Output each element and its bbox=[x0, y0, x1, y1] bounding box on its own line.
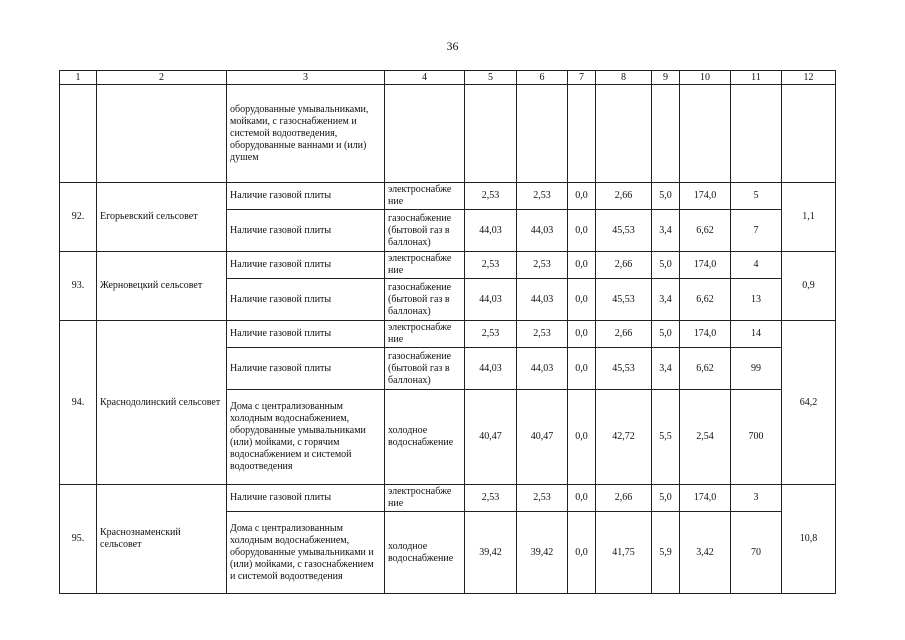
cell-value-v11: 4 bbox=[731, 252, 782, 279]
cell-value-v7: 0,0 bbox=[568, 279, 596, 321]
header-cell: 8 bbox=[596, 71, 652, 85]
cell-value-v11: 5 bbox=[731, 183, 782, 210]
cell-value-v8: 41,75 bbox=[596, 512, 652, 594]
cell-description: Дома с централизованным холодным водоснабжением, оборудованные умывальниками (или) мойками, с горячим водоснабжением и системой водоотведения bbox=[227, 390, 385, 485]
cell-value-v7: 0,0 bbox=[568, 210, 596, 252]
cell-value-v5: 44,03 bbox=[465, 210, 517, 252]
page-number: 36 bbox=[446, 39, 459, 53]
cell-value-v9: 5,5 bbox=[652, 390, 680, 485]
cell-value-v8: 2,66 bbox=[596, 485, 652, 512]
cell-description: Наличие газовой плиты bbox=[227, 279, 385, 321]
row-number: 92. bbox=[60, 183, 97, 252]
cell-value-v8: 45,53 bbox=[596, 279, 652, 321]
cell-value-v6: 2,53 bbox=[517, 485, 568, 512]
empty-cell bbox=[517, 85, 568, 183]
cell-value-v8: 45,53 bbox=[596, 210, 652, 252]
cell-value-v6: 44,03 bbox=[517, 210, 568, 252]
cell-supply: холодное водоснабжение bbox=[385, 390, 465, 485]
cell-supply: электроснабже ние bbox=[385, 183, 465, 210]
empty-cell bbox=[596, 85, 652, 183]
cell-value-v11: 7 bbox=[731, 210, 782, 252]
cell-value-v10: 174,0 bbox=[680, 321, 731, 348]
cell-value-v5: 2,53 bbox=[465, 252, 517, 279]
header-cell: 6 bbox=[517, 71, 568, 85]
empty-cell bbox=[97, 85, 227, 183]
settlement-name: Егорьевский сельсовет bbox=[97, 183, 227, 252]
empty-cell bbox=[680, 85, 731, 183]
cell-description: Наличие газовой плиты bbox=[227, 210, 385, 252]
cell-value-v8: 2,66 bbox=[596, 252, 652, 279]
row-total: 1,1 bbox=[782, 183, 836, 252]
cell-value-v5: 2,53 bbox=[465, 485, 517, 512]
cell-description: Наличие газовой плиты bbox=[227, 252, 385, 279]
cell-value-v11: 3 bbox=[731, 485, 782, 512]
cell-value-v9: 5,0 bbox=[652, 252, 680, 279]
cell-supply: газоснабжение (бытовой газ в баллонах) bbox=[385, 279, 465, 321]
header-cell: 12 bbox=[782, 71, 836, 85]
cell-supply: газоснабжение (бытовой газ в баллонах) bbox=[385, 348, 465, 390]
cell-supply: газоснабжение (бытовой газ в баллонах) bbox=[385, 210, 465, 252]
cell-value-v9: 3,4 bbox=[652, 279, 680, 321]
cell-value-v10: 174,0 bbox=[680, 183, 731, 210]
cell-value-v11: 14 bbox=[731, 321, 782, 348]
empty-cell bbox=[731, 85, 782, 183]
tariff-table bbox=[59, 70, 836, 594]
cell-value-v8: 2,66 bbox=[596, 183, 652, 210]
cell-value-v7: 0,0 bbox=[568, 348, 596, 390]
cell-value-v10: 174,0 bbox=[680, 485, 731, 512]
settlement-name: Краснознаменский сельсовет bbox=[97, 485, 227, 594]
header-cell: 1 bbox=[60, 71, 97, 85]
table-row bbox=[60, 183, 836, 210]
cell-value-v6: 2,53 bbox=[517, 321, 568, 348]
cell-value-v8: 45,53 bbox=[596, 348, 652, 390]
table-row bbox=[60, 252, 836, 279]
cell-supply: электроснабже ние bbox=[385, 252, 465, 279]
row-number: 93. bbox=[60, 252, 97, 321]
cell-value-v11: 99 bbox=[731, 348, 782, 390]
cell-value-v9: 5,9 bbox=[652, 512, 680, 594]
empty-cell bbox=[60, 85, 97, 183]
cell-value-v11: 13 bbox=[731, 279, 782, 321]
cell-value-v10: 174,0 bbox=[680, 252, 731, 279]
cell-supply: электроснабже ние bbox=[385, 485, 465, 512]
cell-value-v6: 2,53 bbox=[517, 183, 568, 210]
cell-description: Наличие газовой плиты bbox=[227, 321, 385, 348]
cell-value-v9: 5,0 bbox=[652, 485, 680, 512]
cell-value-v5: 40,47 bbox=[465, 390, 517, 485]
cell-value-v7: 0,0 bbox=[568, 390, 596, 485]
cell-value-v10: 3,42 bbox=[680, 512, 731, 594]
cell-value-v8: 2,66 bbox=[596, 321, 652, 348]
cell-supply: электроснабже ние bbox=[385, 321, 465, 348]
cell-value-v5: 39,42 bbox=[465, 512, 517, 594]
header-cell: 2 bbox=[97, 71, 227, 85]
row-total: 0,9 bbox=[782, 252, 836, 321]
header-cell: 9 bbox=[652, 71, 680, 85]
cell-value-v5: 2,53 bbox=[465, 321, 517, 348]
cell-value-v6: 44,03 bbox=[517, 279, 568, 321]
continuation-text: оборудованные умывальниками, мойками, с газоснабжением и системой водоотведения, оборудованные ваннами и (или) душем bbox=[227, 85, 385, 183]
cell-description: Дома с централизованным холодным водоснабжением, оборудованные умывальниками и (или) мойками, с газоснабжением и системой водоотведения bbox=[227, 512, 385, 594]
cell-value-v6: 40,47 bbox=[517, 390, 568, 485]
cell-value-v5: 44,03 bbox=[465, 348, 517, 390]
row-number: 94. bbox=[60, 321, 97, 485]
empty-cell bbox=[568, 85, 596, 183]
cell-value-v6: 39,42 bbox=[517, 512, 568, 594]
table-row bbox=[60, 485, 836, 512]
cell-value-v10: 6,62 bbox=[680, 279, 731, 321]
settlement-name: Жерновецкий сельсовет bbox=[97, 252, 227, 321]
cell-value-v9: 3,4 bbox=[652, 348, 680, 390]
empty-cell bbox=[782, 85, 836, 183]
cell-description: Наличие газовой плиты bbox=[227, 348, 385, 390]
empty-cell bbox=[465, 85, 517, 183]
continuation-row bbox=[60, 85, 836, 183]
cell-value-v9: 5,0 bbox=[652, 321, 680, 348]
cell-value-v11: 700 bbox=[731, 390, 782, 485]
header-cell: 5 bbox=[465, 71, 517, 85]
cell-value-v10: 6,62 bbox=[680, 348, 731, 390]
cell-value-v11: 70 bbox=[731, 512, 782, 594]
cell-value-v9: 3,4 bbox=[652, 210, 680, 252]
cell-value-v6: 2,53 bbox=[517, 252, 568, 279]
cell-value-v10: 6,62 bbox=[680, 210, 731, 252]
empty-cell bbox=[652, 85, 680, 183]
header-cell: 7 bbox=[568, 71, 596, 85]
header-cell: 11 bbox=[731, 71, 782, 85]
header-row bbox=[60, 71, 836, 85]
empty-cell bbox=[385, 85, 465, 183]
table-row bbox=[60, 321, 836, 348]
row-total: 64,2 bbox=[782, 321, 836, 485]
cell-description: Наличие газовой плиты bbox=[227, 183, 385, 210]
cell-value-v7: 0,0 bbox=[568, 252, 596, 279]
cell-value-v8: 42,72 bbox=[596, 390, 652, 485]
cell-value-v7: 0,0 bbox=[568, 321, 596, 348]
header-cell: 4 bbox=[385, 71, 465, 85]
cell-value-v9: 5,0 bbox=[652, 183, 680, 210]
cell-description: Наличие газовой плиты bbox=[227, 485, 385, 512]
cell-supply: холодное водоснабжение bbox=[385, 512, 465, 594]
settlement-name: Краснодолинский сельсовет bbox=[97, 321, 227, 485]
cell-value-v7: 0,0 bbox=[568, 512, 596, 594]
cell-value-v10: 2,54 bbox=[680, 390, 731, 485]
header-cell: 10 bbox=[680, 71, 731, 85]
row-number: 95. bbox=[60, 485, 97, 594]
cell-value-v5: 44,03 bbox=[465, 279, 517, 321]
table-body bbox=[60, 71, 836, 594]
header-cell: 3 bbox=[227, 71, 385, 85]
cell-value-v5: 2,53 bbox=[465, 183, 517, 210]
row-total: 10,8 bbox=[782, 485, 836, 594]
cell-value-v7: 0,0 bbox=[568, 485, 596, 512]
cell-value-v6: 44,03 bbox=[517, 348, 568, 390]
cell-value-v7: 0,0 bbox=[568, 183, 596, 210]
